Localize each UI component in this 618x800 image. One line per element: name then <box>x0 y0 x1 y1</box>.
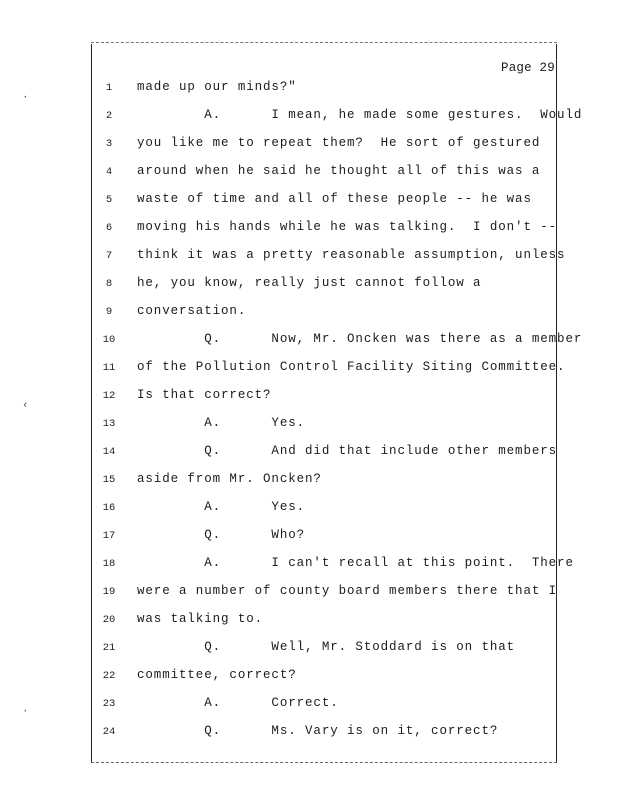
line-number: 10 <box>102 334 116 346</box>
transcript-line: waste of time and all of these people -- he was <box>137 192 532 206</box>
transcript-line: A. I can't recall at this point. There <box>137 556 574 570</box>
transcript-line: was talking to. <box>137 612 264 626</box>
top-rule <box>91 42 557 43</box>
transcript-line: around when he said he thought all of this was a <box>137 164 541 178</box>
transcript-line: A. I mean, he made some gestures. Would <box>137 108 583 122</box>
line-number: 20 <box>102 614 116 626</box>
line-number: 7 <box>105 250 113 262</box>
transcript-line: Q. And did that include other members <box>137 444 558 458</box>
margin-punch-mark: ‹ <box>22 400 29 412</box>
transcript-line: committee, correct? <box>137 668 297 682</box>
line-number: 4 <box>105 166 113 178</box>
line-number: 18 <box>102 558 116 570</box>
transcript-line: A. Yes. <box>137 500 306 514</box>
line-number: 23 <box>102 698 116 710</box>
transcript-line: A. Yes. <box>137 416 306 430</box>
transcript-line: Q. Now, Mr. Oncken was there as a member <box>137 332 583 346</box>
transcript-line: you like me to repeat them? He sort of gestured <box>137 136 541 150</box>
transcript-page-frame <box>91 44 557 762</box>
transcript-line: A. Correct. <box>137 696 339 710</box>
line-number: 8 <box>105 278 113 290</box>
transcript-line: Q. Who? <box>137 528 306 542</box>
line-number: 11 <box>102 362 116 374</box>
line-number: 2 <box>105 110 113 122</box>
transcript-line: made up our minds?" <box>137 80 297 94</box>
margin-punch-mark: · <box>22 92 29 104</box>
line-number: 17 <box>102 530 116 542</box>
line-number: 1 <box>105 82 113 94</box>
bottom-rule <box>91 762 557 763</box>
transcript-line: aside from Mr. Oncken? <box>137 472 322 486</box>
margin-punch-mark: · <box>22 706 29 718</box>
page-number-label: Page 29 <box>501 61 555 75</box>
line-number: 24 <box>102 726 116 738</box>
transcript-line: conversation. <box>137 304 247 318</box>
line-number: 6 <box>105 222 113 234</box>
line-number: 13 <box>102 418 116 430</box>
line-number: 21 <box>102 642 116 654</box>
transcript-line: were a number of county board members there that I <box>137 584 558 598</box>
line-number: 5 <box>105 194 113 206</box>
line-number: 9 <box>105 306 113 318</box>
line-number: 22 <box>102 670 116 682</box>
line-number: 15 <box>102 474 116 486</box>
transcript-line: he, you know, really just cannot follow a <box>137 276 482 290</box>
transcript-line: Q. Well, Mr. Stoddard is on that <box>137 640 516 654</box>
transcript-line: think it was a pretty reasonable assumption, unless <box>137 248 566 262</box>
transcript-line: of the Pollution Control Facility Siting Committee. <box>137 360 566 374</box>
transcript-line: Q. Ms. Vary is on it, correct? <box>137 724 499 738</box>
line-number: 14 <box>102 446 116 458</box>
line-number: 12 <box>102 390 116 402</box>
line-number: 19 <box>102 586 116 598</box>
transcript-line: Is that correct? <box>137 388 272 402</box>
line-number: 16 <box>102 502 116 514</box>
transcript-line: moving his hands while he was talking. I don't -- <box>137 220 558 234</box>
line-number: 3 <box>105 138 113 150</box>
